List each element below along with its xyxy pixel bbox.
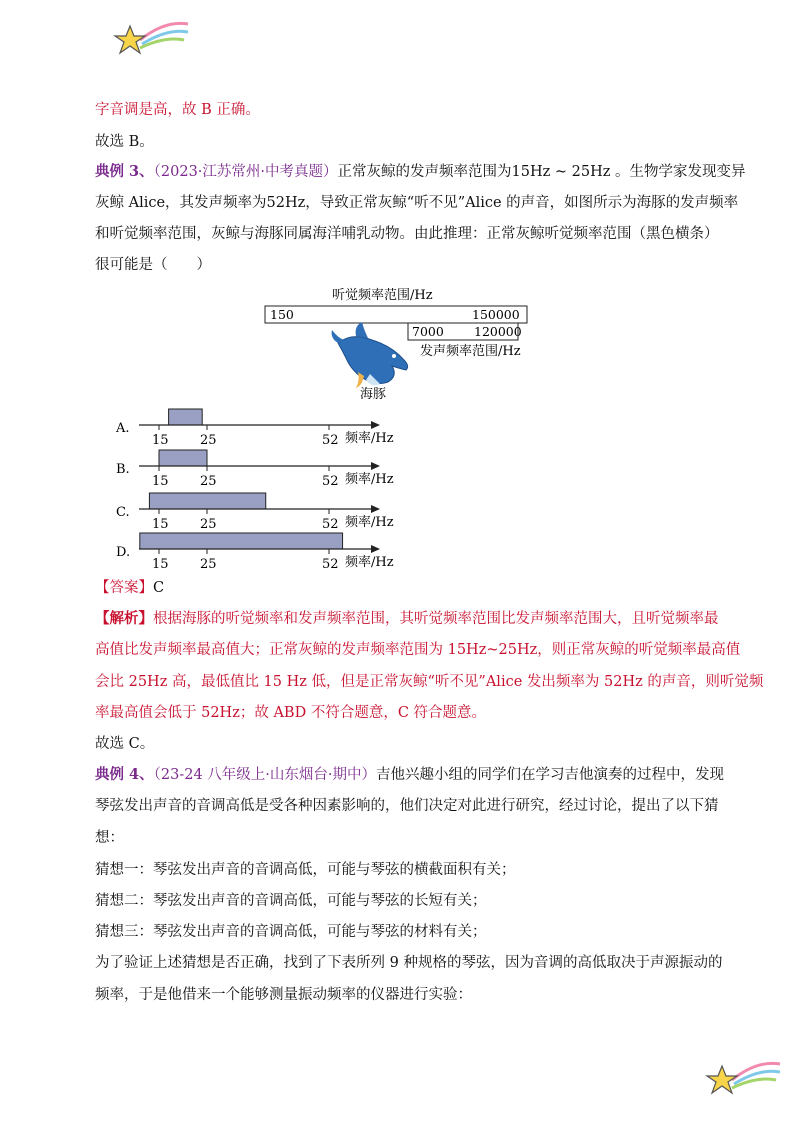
analysis-tag: 【解析】 bbox=[95, 610, 153, 627]
answer-tag: 【答案】 bbox=[95, 580, 153, 596]
text-line: 想： bbox=[95, 830, 124, 846]
text-line: 故选 B。 bbox=[95, 134, 154, 150]
option-bar bbox=[140, 533, 343, 549]
tick-label: 52 bbox=[322, 557, 339, 572]
guess-1: 猜想一：琴弦发出声音的音调高低，可能与琴弦的横截面积有关； bbox=[95, 862, 516, 878]
text-line: 高值比发声频率最高值大；正常灰鲸的发声频率范围为 15Hz~25Hz，则正常灰鲸的听觉频率最高值 bbox=[95, 642, 741, 658]
text-line: 很可能是（ ） bbox=[95, 257, 211, 273]
tick-label: 52 bbox=[322, 517, 339, 532]
answer-line bbox=[95, 578, 704, 598]
text-line: 为了验证上述猜想是否正确，找到了下表所列 9 种规格的琴弦，因为音调的高低取决于声源振动的 bbox=[95, 955, 723, 971]
hearing-range-title: 听觉频率范围/Hz bbox=[332, 288, 433, 303]
answer-value: C bbox=[153, 580, 165, 596]
text-line: 故选 C。 bbox=[95, 736, 155, 752]
text-line: 会比 25Hz 高，最低值比 15 Hz 低，但是正常灰鲸“听不见”Alice 发出频率为 52Hz 的声音，则听觉频 bbox=[95, 674, 764, 690]
hearing-min: 150 bbox=[270, 307, 294, 322]
tick-label: 52 bbox=[322, 433, 339, 448]
text-line: 灰鲸 Alice，其发声频率为52Hz，导致正常灰鲸“听不见”Alice 的声音，如图所示为海豚的发声频率 bbox=[95, 195, 739, 211]
tick-label: 25 bbox=[200, 557, 217, 572]
axis-arrow bbox=[371, 545, 380, 553]
example-text: 正常灰鲸的发声频率范围为15Hz ~ 25Hz 。生物学家发现变异 bbox=[337, 164, 746, 180]
tick-label: 52 bbox=[322, 474, 339, 489]
x-axis-label: 频率/Hz bbox=[345, 515, 394, 530]
example-tag: 典例 3、 bbox=[95, 163, 154, 180]
voice-range-title: 发声频率范围/Hz bbox=[420, 344, 521, 359]
option-bar bbox=[169, 409, 203, 425]
guess-2: 猜想二：琴弦发出声音的音调高低，可能与琴弦的长短有关； bbox=[95, 893, 487, 909]
analysis-line bbox=[95, 609, 719, 629]
axis-arrow bbox=[371, 505, 380, 513]
tick-label: 15 bbox=[152, 557, 169, 572]
tick-label: 25 bbox=[200, 517, 217, 532]
tick-label: 15 bbox=[152, 433, 169, 448]
example-text: 吉他兴趣小组的同学们在学习吉他演奏的过程中，发现 bbox=[376, 767, 725, 783]
text-line: 率最高值会低于 52Hz；故 ABD 不符合题意，C 符合题意。 bbox=[95, 705, 487, 721]
text-line: 和听觉频率范围，灰鲸与海豚同属海洋哺乳动物。由此推理：正常灰鲸听觉频率范围（黑色横条） bbox=[95, 226, 719, 242]
option-bar bbox=[149, 493, 265, 509]
option-label: D. bbox=[116, 545, 131, 560]
axis-arrow bbox=[371, 462, 380, 470]
option-label: B. bbox=[116, 462, 130, 477]
example-source: （23-24 八年级上·山东烟台·期中） bbox=[153, 767, 377, 783]
hearing-max: 150000 bbox=[472, 307, 520, 322]
x-axis-label: 频率/Hz bbox=[345, 555, 394, 570]
voice-max: 120000 bbox=[474, 324, 522, 339]
option-bar bbox=[159, 450, 207, 466]
tick-label: 25 bbox=[200, 474, 217, 489]
example-tag: 典例 4、 bbox=[95, 766, 154, 783]
option-label: A. bbox=[116, 421, 130, 436]
text-line: 字音调是高，故 B 正确。 bbox=[95, 102, 260, 118]
animal-label: 海豚 bbox=[360, 387, 387, 402]
tick-label: 25 bbox=[200, 433, 217, 448]
option-label: C. bbox=[116, 505, 130, 520]
analysis-text: 根据海豚的听觉频率和发声频率范围，其听觉频率范围比发声频率范围大，且听觉频率最 bbox=[153, 611, 719, 627]
text-line: 频率，于是他借来一个能够测量振动频率的仪器进行实验： bbox=[95, 987, 472, 1003]
example-4-heading bbox=[95, 765, 725, 785]
example-source: （2023·江苏常州·中考真题） bbox=[153, 164, 338, 180]
text-line: 琴弦发出声音的音调高低是受各种因素影响的，他们决定对此进行研究，经过讨论，提出了以下猜 bbox=[95, 798, 719, 814]
tick-label: 15 bbox=[152, 474, 169, 489]
x-axis-label: 频率/Hz bbox=[345, 431, 394, 446]
axis-arrow bbox=[371, 421, 380, 429]
guess-3: 猜想三：琴弦发出声音的音调高低，可能与琴弦的材料有关； bbox=[95, 924, 487, 940]
tick-label: 15 bbox=[152, 517, 169, 532]
x-axis-label: 频率/Hz bbox=[345, 472, 394, 487]
voice-min: 7000 bbox=[412, 324, 444, 339]
